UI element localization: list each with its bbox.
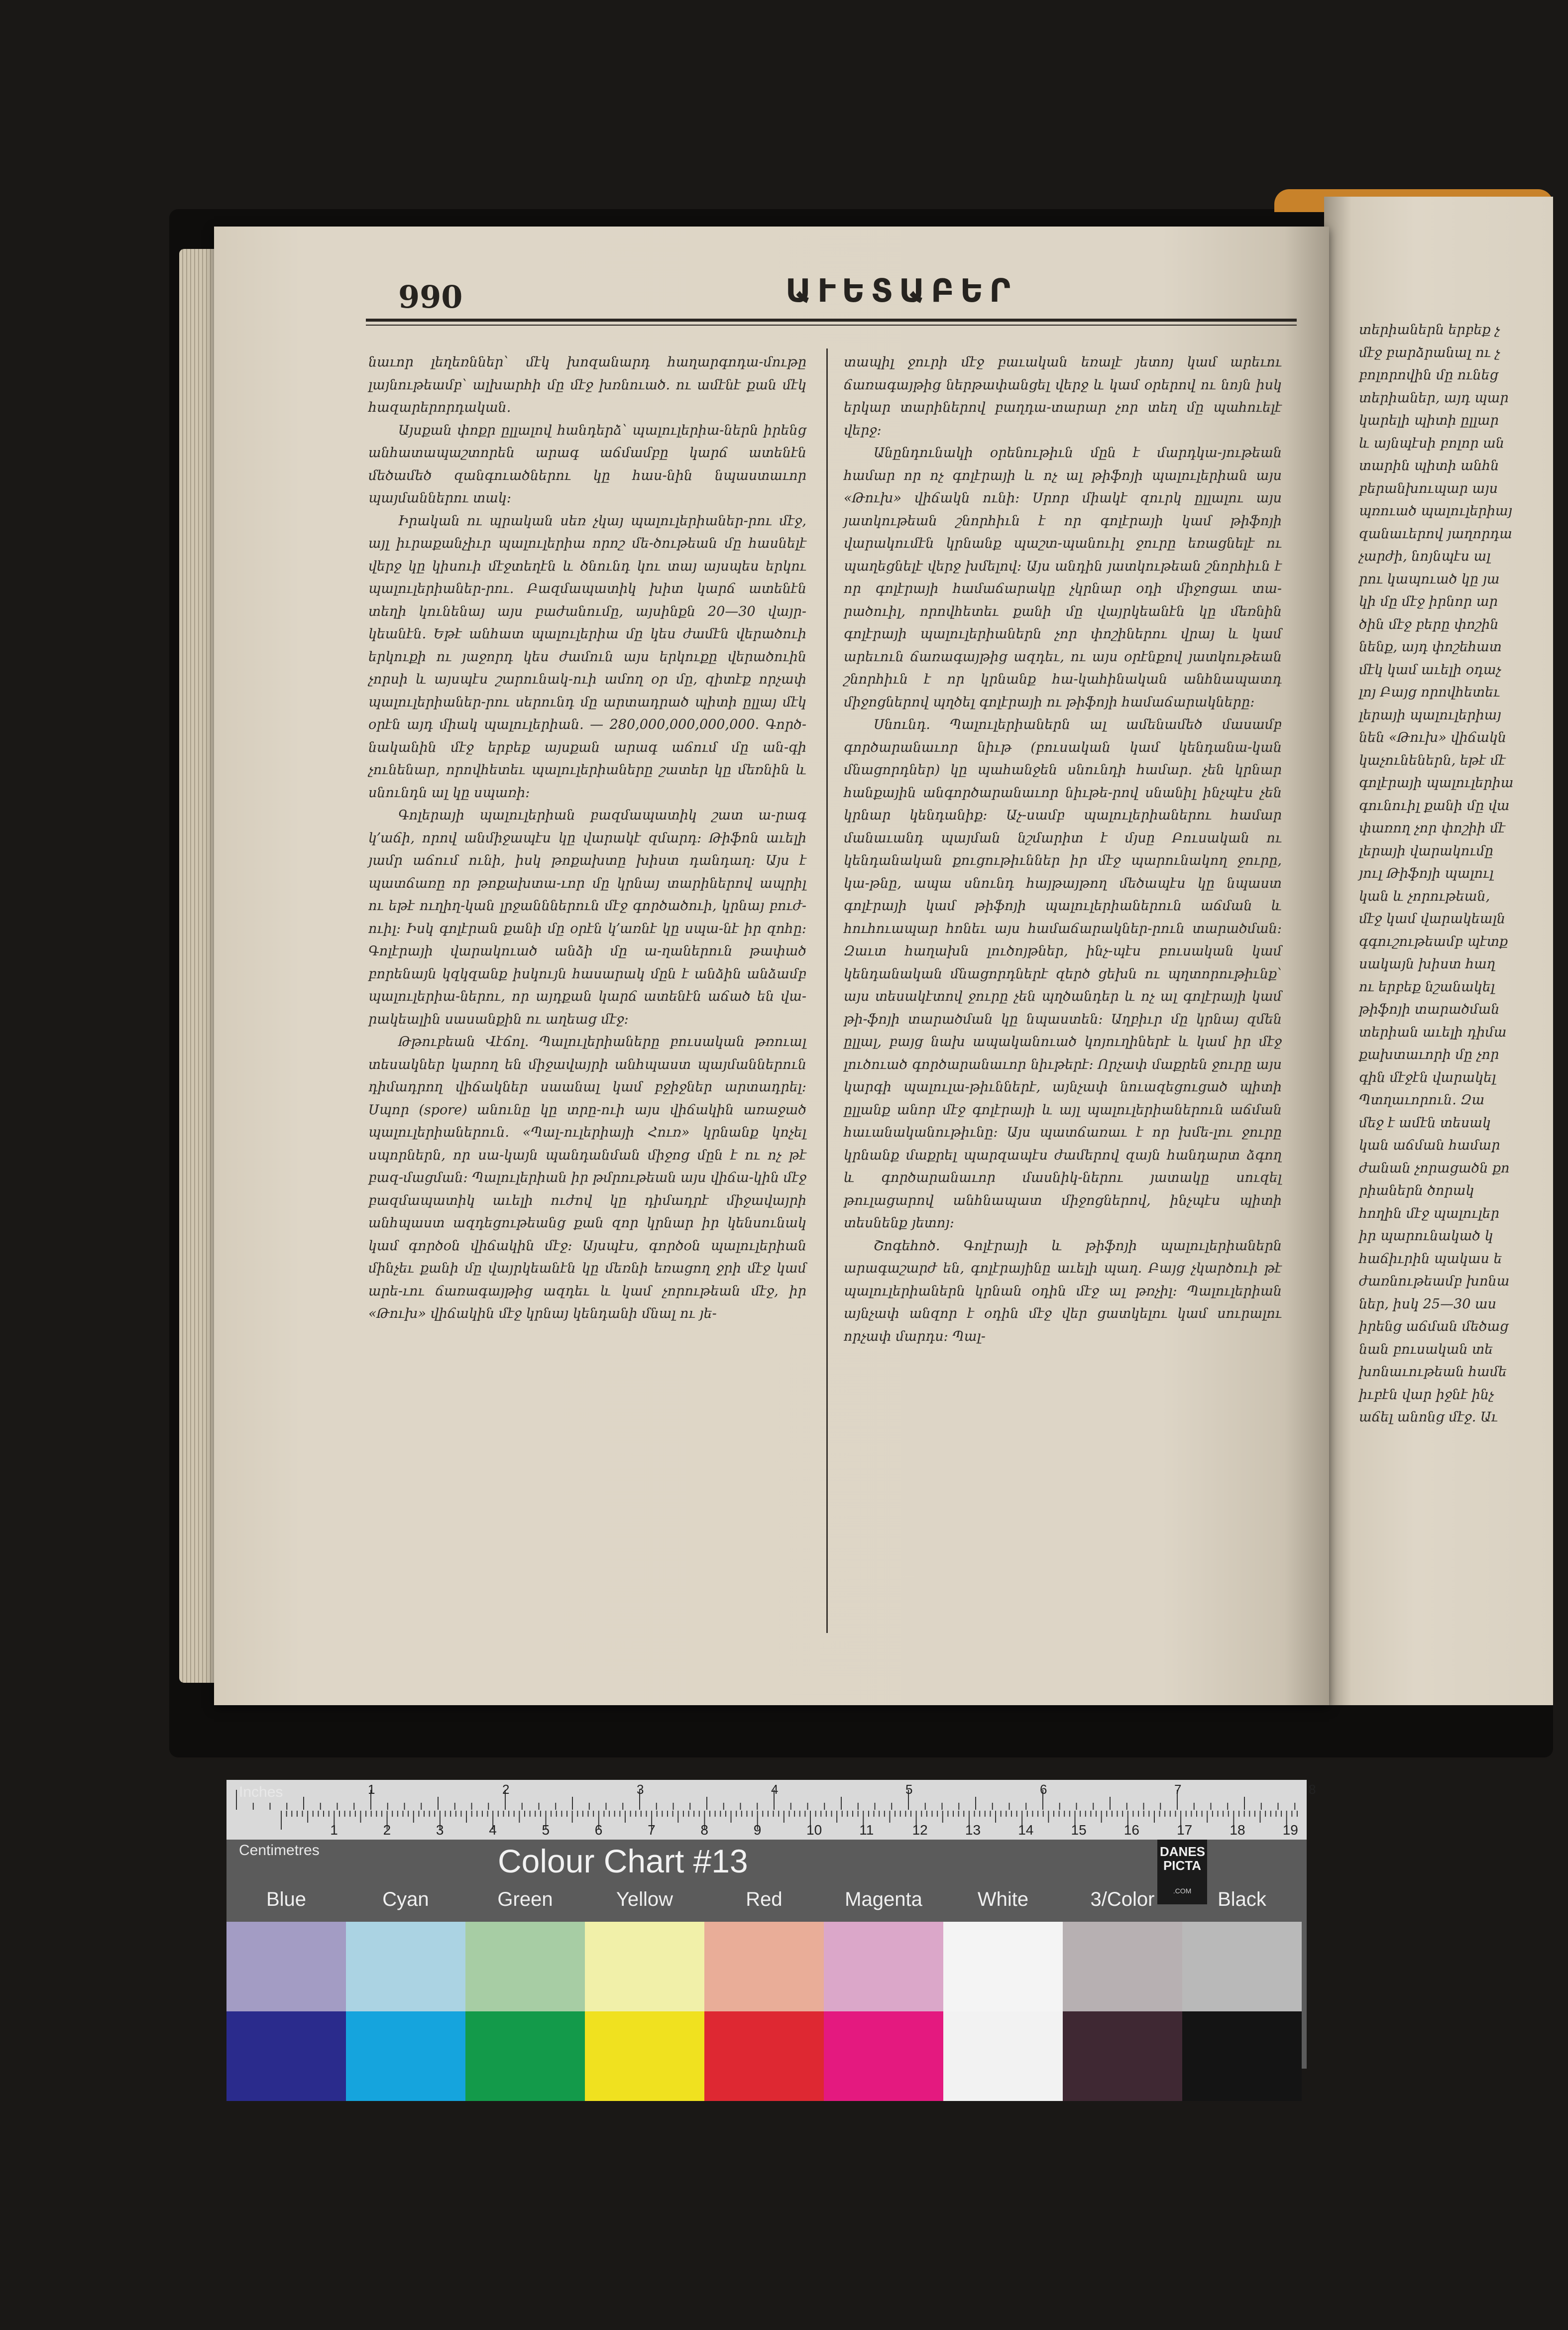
peek-line: սակայն խիստ հաղ	[1359, 956, 1496, 972]
inch-tick-label: 2	[502, 1782, 510, 1797]
peek-line: ու երբեք նշանակել	[1359, 979, 1495, 995]
peek-line: րու կապուած կը յա	[1359, 571, 1500, 587]
peek-line: մէկ կամ աւելի օդաչ	[1359, 662, 1501, 678]
cm-tick-label: 12	[912, 1822, 928, 1838]
paragraph: Գոլերայի պալուլերիան բազմապատիկ շատ ա-րագ կ՚աճի, որով անմիջապէս կը վարակէ զմարդ: Թիֆոն աւելի յամր աճում ունի, իսկ թոքախտը խիստ դանդաղ: Այս է պատճառը որ թոքախտա-ւոր մը կրնայ տարիներով ապրիլ ու եթէ ուղիղ-կան լրջանններուն մէջ գործածուի, կրնայ բուժ-ուիլ: Իսկ գոլէրան քանի մը օրէն կ՚առնէ կը սպա-նէ իր զոհը: Գոլէրայի վարակուած անձի մը ա-ղաներուն թափած բորենայն կզկզանք իսկույն հասարակ մըն է անձին անձամբ պալուլերիա-ներու, որ այդքան կարճ ատենէն աճած են վա-րակեալին սասանքին ու աղեաց մէջ:	[368, 808, 806, 1027]
paragraph: Շոգեհոծ. Գոլէրայի և թիֆոյի պալուլերիաներն արագաշարժ են, գոլէրայինը աւելի պաղ. Բայց չկարծուի թէ պալուլերիաներն կրնան օդին մէջ ալ թռչիլ: Պալուլերիան այնչափ անզոր է օդին մէջ վեր ցատկելու կամ սուրալու որչափ մարդս: Պալ-	[844, 1238, 1282, 1344]
cm-tick-label: 11	[859, 1822, 874, 1838]
inch-tick-label: 1	[368, 1782, 375, 1797]
cm-tick-label: 4	[489, 1822, 497, 1838]
inch-tick-label: 3	[637, 1782, 644, 1797]
peek-line: տարին պիտի անհն	[1359, 458, 1499, 473]
centimetres-label: Centimetres	[239, 1842, 320, 1859]
swatch-light	[346, 1922, 465, 2011]
peek-line: թիֆոյի տարածման	[1359, 1002, 1500, 1017]
swatch-dark	[704, 2011, 824, 2101]
swatch-dark	[943, 2011, 1063, 2101]
running-head: ԱՒԵՏԱԲԵՐ	[785, 273, 1016, 310]
column-divider	[826, 349, 828, 1633]
cm-tick-label: 17	[1177, 1822, 1193, 1838]
swatch-label: Cyan	[382, 1888, 429, 1910]
cm-tick-label: 1	[330, 1822, 338, 1838]
swatch-light	[1182, 1922, 1302, 2011]
inch-tick-label: 6	[1040, 1782, 1047, 1797]
peek-line: ծին մէջ բերը փոշին	[1359, 616, 1499, 632]
paragraph: նաւոր լեղեռններ՝ մէկ խոզանարդ հաղարգոդա-մութը լայնութեամբ՝ ալխարհի մը մէջ խռնուած. ու ամէնէ քան մէկ հազարերորդական.	[368, 354, 806, 415]
peek-line: մէջ կամ վարակեալն	[1359, 911, 1505, 927]
inch-tick-label: 5	[905, 1782, 913, 1797]
peek-line: փառող չոր փոշիի մէ	[1359, 820, 1506, 836]
peek-line: յուլ Թիֆոյի պալուլ	[1359, 866, 1494, 881]
paragraph: Սնունդ. Պալուլերիաներն ալ ամենամեծ մասամբ գործարանաւոր նիւթ (բուսական կամ կենդանա-կան մնացորդներ) կը պահանջեն սնունդի համար. չեն կրնար հանքային անգործարանաւոր նիւթե-րով սնանիլ ինչպէս չեն կրնար կենդանիք: Աչ-սամբ պալուլերիաներու համար մանաւանդ պայման նշմարիտ է մյսը Բուսական ու կենդանական քուցութիւններ իր մէջ պարունակող ջուրը, կա-թնը, ապա սնունդ հայթայթող մեծապէս կը նպաստ գոլէրայի կամ թիֆոյի պալուլերիաներուն աճման և հուհուապար հոնեւ այս համաճարակներ-րուն տարածման: Զաւտ հաղախն լուծոյթներ, ինչ-պէս բուսական կամ կենդանական մնացորդներէ զերծ ցեխն ու պղտորութիւնք՝ այս տեսակէտով ջուրը չեն պղծանդեր և ոչ ալ գոլէրայի կամ թի-ֆոյի տարածման կը նպաստեն: Աղբիւր մը կրնայ զմեն ըլլալ, բայց նախ ապականուած կոյուղիներէ և կամ իր մէջ լուծուած գործարանաւոր նիւթերէ: Որչափ մաքրեն ջուրը այս կարգի պալուլա-թիւններէ, այնչափ նուազեցուցած պիտի ըլլանք անոր մէջ գոլէրայի և այլ պալուլերիաներուն աճման հաւանականութիւնը: Այս պատճառաւ է որ խմե-լու ջուրը կրնանք մաքրել պարզապէս ժամերով զայն հանդարտ ձգող և գործարանաւոր մասնիկ-ներու յատակը սուզել թուլացարով անհնապատ միջոցներով, ինչպէս պիտի տեսնենք յետոյ:	[844, 717, 1282, 1231]
peek-line: տերիան աւելի դիմա	[1359, 1024, 1507, 1040]
cm-tick-label: 10	[806, 1822, 822, 1838]
swatch-light	[226, 1922, 346, 2011]
peek-line: ժառնութեամբ խոնա	[1359, 1274, 1510, 1289]
peek-line: գունուիլ քանի մը վա	[1359, 798, 1510, 814]
swatch-dark	[1063, 2011, 1182, 2101]
swatch-label: White	[977, 1888, 1029, 1910]
peek-line: իրենց աճման մեծաց	[1359, 1319, 1509, 1334]
cm-tick-label: 5	[542, 1822, 550, 1838]
cm-tick-label: 2	[383, 1822, 391, 1838]
peek-line: լոյ Բայց որովհետեւ	[1359, 685, 1500, 700]
peek-line: ժանան չորացածն քո	[1359, 1160, 1510, 1176]
peek-line: նենք, այդ փոշեհատ	[1359, 639, 1502, 655]
peek-line: զանաւերով յաղորդա	[1359, 526, 1512, 542]
cm-tick-label: 15	[1071, 1822, 1087, 1838]
inch-tick-label: 4	[771, 1782, 779, 1797]
peek-line: նեն «Թուխ» վիճակն	[1359, 730, 1506, 745]
swatch-light	[704, 1922, 824, 2011]
swatch-light	[943, 1922, 1063, 2011]
peek-line: հողին մէջ պալուլեր	[1359, 1205, 1500, 1221]
peek-line: կարելի պիտի ըլլար	[1359, 413, 1499, 428]
peek-line: լերայի վարակումը	[1359, 843, 1493, 859]
peek-line: հաճիւրին պակաս ե	[1359, 1251, 1502, 1267]
peek-line: կան և չորութեան,	[1359, 888, 1490, 904]
peek-line: գին մէջէն վարակել	[1359, 1069, 1496, 1085]
swatch-label: Green	[497, 1888, 553, 1910]
peek-line: մէջ բարձրանալ ու չ	[1359, 345, 1500, 360]
cm-tick-label: 6	[594, 1822, 603, 1838]
peek-line: տերիաներ, այդ պար	[1359, 390, 1509, 406]
swatch-dark	[465, 2011, 585, 2101]
cm-tick-label: 13	[965, 1822, 981, 1838]
paragraph: Թթուբեան Վէճոլ. Պալուլերիաները բուսական թռուալ տեսակներ կարող են միջավայրի անհպաստ պայմաններուն դիմադրող վիճակներ սաանալ կամ բջիջներ արտադրել: Սպոր (spore) անունը կը տրը-ուի այս վիճակին առաջած պալուլերիաներուն. «Պալ-ուլերիայի Հուռ» կրնանք կոչել սպորներն, որ սա-կայն պանդանման միջոց մըն է ու ոչ թէ բազ-մացման: Պալուլերիան իր թմրութեան այս վիճա-կին մէջ բազմապատիկ աւելի ուժով կը դիմադրէ միջավայրի անհպաստ ազդեցութեանց քան զոր կրնար իր կենսունակ կամ գործօն վիճակին մէջ: Այսպէս, գործօն պալուլերիան մինչեւ քանի մը վայրկեանէն կը մեռնի եռացող ջրի մէջ կամ արե-ւու ճառագայթից ազդեւ և կամ չորութեան մէջ, իր «Թուխ» վիճակին մէջ կրնայ կենդանի մնալ ու յե-	[368, 1034, 806, 1321]
peek-line: րիաներն ծորակ	[1359, 1183, 1474, 1198]
peek-line: տերիաներն երբեք չ	[1359, 322, 1500, 338]
peek-line: կի մը մէջ իրնոր ար	[1359, 594, 1498, 609]
peek-line: չարժի, նոյնպէս ալ	[1359, 549, 1491, 564]
peek-line: իր պարունակած կ	[1359, 1228, 1493, 1244]
header-rule	[366, 319, 1297, 322]
swatch-light	[824, 1922, 943, 2011]
swatch-dark	[346, 2011, 465, 2101]
logo-text: DANES PICTA	[1160, 1844, 1206, 1873]
paragraph: Այսքան փոքր ըլլալով հանդերձ՝ պալուլերիա-ներն իրենց անհատապաշտորեն արագ աճմամբը կարճ ատենէն մեծամեծ զանգուածներու կը հաս-նին նպաստաւոր պայմաններու տակ:	[368, 422, 806, 506]
peek-line: Պտղաւորուն. Զա	[1359, 1092, 1485, 1108]
swatch-light	[465, 1922, 585, 2011]
swatch-light	[1063, 1922, 1182, 2011]
cm-tick-label: 8	[700, 1822, 708, 1838]
peek-line: լերայի պալուլերիայ	[1359, 707, 1501, 723]
peek-line: աճել անոնց մէջ. Աւ	[1359, 1409, 1498, 1425]
swatch-label: Red	[746, 1888, 783, 1910]
peek-line: կաչունեներն, եթէ մէ	[1359, 752, 1506, 768]
header-rule-thin	[366, 325, 1297, 326]
chart-title: Colour Chart #13	[498, 1843, 748, 1879]
cm-tick-label: 18	[1230, 1822, 1245, 1838]
cm-tick-label: 9	[753, 1822, 762, 1838]
peek-line: բոլորովին մը ունեց	[1359, 367, 1498, 383]
page-number: 990	[398, 279, 463, 315]
swatch-label: 3/Color	[1090, 1888, 1155, 1910]
right-text-column	[844, 351, 1282, 1348]
peek-line: և այնպէսի բոլոր ան	[1359, 435, 1504, 451]
paragraph: Անընդունակի օրենութիւն մըն է մարդկա-յութեան համար որ ոչ գոլէրայի և ոչ ալ թիֆոյի պալուլերիան այս «Թուխ» վիճակն ունի: Սրոր միակէ զուրկ ըլլալու այս յատկութեան շնորհիւն է որ գոլէրայի կամ թիֆոյի վարակումէն կրնանք պաշտ-պանուիլ ջուրը եռացնելէ ու պաղեցնելէ վերջ խմելով: Այս անդին յատկութեան շնորհիւն է որ գոլէրայի համաճարակը չկրնար օդի միջոցաւ տա-րածուիլ, որովհետեւ քանի մը վայրկեանէն կը մեռնին գոլէրայի պալուլերիաներն չոր փոշիներու վրայ և կամ արեւուն ճառագայթից ազդեւ, ու այս օրէնքով յատկութեան շնորհիւն է որ կրնանք հա-կահինական անհնապատդ միջոցներով պղծել գոլէրայի ու թիֆոյի համաճարակները:	[844, 445, 1282, 710]
swatch-dark	[585, 2011, 704, 2101]
peek-line: իւբէն վար իջնէ ինչ	[1359, 1387, 1494, 1402]
swatch-label: Blue	[266, 1888, 307, 1910]
paragraph: Իրական ու պրական սեռ չկայ պալուլերիաներ-րու մէջ, այլ իւրաքանչիւր պալուլերիա որոշ մե-ծութեան մը հասնելէ վերջ կը կիսուի մէջտեղէն և ծնունդ կու տայ այսպես երկու պալուլերիաներ-րու. Բազմապատիկ խիտ կարճ ատենէն տեղի կունենայ այս բաժանումը, այսինքն 20—30 վայր-կեանէն. Եթէ անհատ պալուլերիա մը կես ժամէն վերածուի երկուքի ու յաջորդ կես ժամուն այս երկուքը վերածուին չորսի և այսպէս շարունակ-ուի ամող օր մը, զիտէք որչափ պալուլերիաներ-րու սերունդ մը արտադրած պիտի ըլլայ մէկ օրէն այդ միակ պալուլերիան. — 280,000,000,000,000. Գործ-նականին մէջ երբեք այսքան արագ աճում մը ան-գի չունենար, որովհետեւ պալուլերիաները շատեր կը մեռնին և սնունդն ալ կը սպառի:	[368, 513, 806, 801]
cm-tick-label: 19	[1282, 1822, 1298, 1838]
cm-tick-label: 3	[436, 1822, 444, 1838]
next-page-text-column	[1359, 319, 1568, 1429]
cm-tick-label: 7	[648, 1822, 656, 1838]
left-text-column	[368, 351, 806, 1325]
peek-line: բերանխուպար այս	[1359, 480, 1498, 496]
peek-line: պռուած պալուլերիայ	[1359, 503, 1512, 519]
cm-tick-label: 16	[1123, 1822, 1139, 1838]
swatch-label: Yellow	[616, 1888, 673, 1910]
cm-tick-label: 14	[1018, 1822, 1034, 1838]
swatch-dark	[1182, 2011, 1302, 2101]
swatch-light	[585, 1922, 704, 2011]
peek-line: գգուշութեամբ պէտք	[1359, 933, 1508, 949]
peek-line: քախտաւորի մը չոր	[1359, 1047, 1499, 1062]
swatch-dark	[226, 2011, 346, 2101]
peek-line: կան աճման համար	[1359, 1138, 1500, 1153]
logo-subtext: .COM	[1173, 1887, 1192, 1895]
swatch-dark	[824, 2011, 943, 2101]
inches-label: Inches	[239, 1784, 283, 1800]
peek-line: նան բուսական տե	[1359, 1341, 1493, 1357]
peek-line: խոնաւութեան համե	[1359, 1364, 1507, 1380]
paragraph: տապիլ ջուրի մէջ բաւական եռալէ յետոյ կամ արեւու ճառագայթից ներթափանցել վերջ և կամ օրերով ու նոյն իսկ երկար տարիներով բաղդա-տարար չոր տեղ մը պահուելէ վերջ:	[844, 354, 1282, 438]
swatch-label: Black	[1218, 1888, 1266, 1910]
ruler	[226, 1780, 1316, 1855]
peek-line: ներ, իսկ 25—30 աս	[1359, 1296, 1497, 1312]
inch-tick-label: 8	[1309, 1782, 1316, 1797]
peek-line: մեջ է ամէն տեսակ	[1359, 1115, 1491, 1131]
peek-line: գոլէրայի պալուլերիա	[1359, 775, 1514, 791]
inch-tick-label: 7	[1174, 1782, 1182, 1797]
swatch-label: Magenta	[845, 1888, 922, 1910]
